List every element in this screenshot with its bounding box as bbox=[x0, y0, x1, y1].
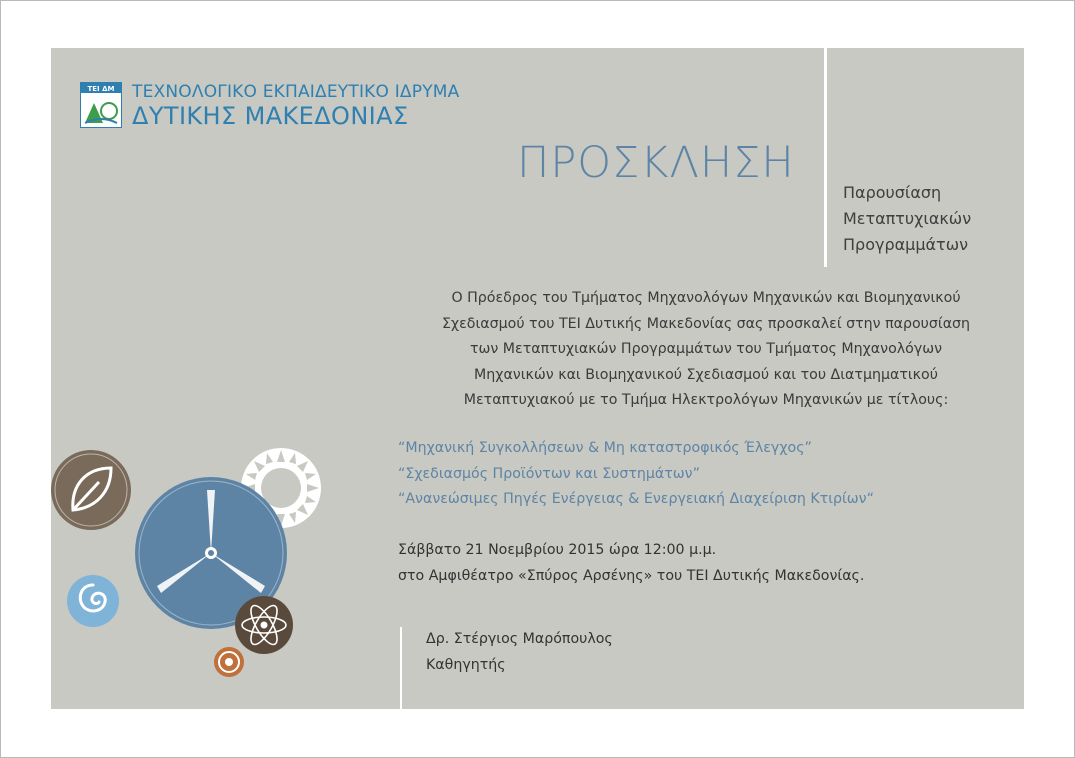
subtitle-line: Μεταπτυχιακών bbox=[843, 209, 972, 228]
signatory-name: Δρ. Στέργιος Μαρόπουλος bbox=[426, 631, 613, 647]
subtitle-line: Προγραμμάτων bbox=[843, 235, 969, 254]
signature-divider bbox=[400, 627, 402, 709]
page-title: ΠΡΟΣΚΛΗΣΗ bbox=[517, 138, 795, 188]
water-swirl-icon bbox=[67, 575, 119, 627]
logo-badge-text: ΤΕΙ ΔΜ bbox=[87, 85, 115, 93]
target-icon bbox=[214, 647, 244, 677]
subtitle-line: Παρουσίαση bbox=[843, 183, 942, 202]
program-title: “Σχεδιασμός Προϊόντων και Συστημάτων” bbox=[398, 465, 700, 482]
signatory-role: Καθηγητής bbox=[426, 657, 506, 673]
vertical-divider bbox=[824, 48, 827, 267]
atom-icon bbox=[235, 596, 293, 654]
event-datetime bbox=[398, 537, 864, 589]
subtitle bbox=[843, 180, 971, 258]
signature-block bbox=[426, 626, 613, 678]
body-line: Μηχανικών και Βιομηχανικού Σχεδιασμού και του Διατμηματικού bbox=[474, 366, 938, 383]
invitation-body bbox=[396, 286, 1016, 414]
body-line: Μεταπτυχιακού με το Τμήμα Ηλεκτρολόγων Μηχανικών με τίτλους: bbox=[463, 392, 949, 408]
logo-line1: ΤΕΧΝΟΛΟΓΙΚΟ ΕΚΠΑΙΔΕΥΤΙΚΟ ΙΔΡΥΜΑ bbox=[132, 82, 460, 102]
program-title: “Ανανεώσιμες Πηγές Ενέργειας & Ενεργειακή Διαχείριση Κτιρίων“ bbox=[398, 491, 874, 507]
event-date: Σάββατο 21 Νοεμβρίου 2015 ώρα 12:00 μ.μ. bbox=[398, 542, 717, 558]
logo-line2: ΔΥΤΙΚΗΣ ΜΑΚΕΔΟΝΙΑΣ bbox=[132, 102, 409, 130]
logo-badge bbox=[80, 82, 122, 128]
body-line: των Μεταπτυχιακών Προγραμμάτων του Τμήματος Μηχανολόγων bbox=[469, 341, 943, 357]
event-venue: στο Αμφιθέατρο «Σπύρος Αρσένης» του ΤΕΙ Δυτικής Μακεδονίας. bbox=[398, 568, 865, 584]
program-title: “Μηχανική Συγκολλήσεων & Μη καταστροφικός Έλεγχος” bbox=[398, 440, 812, 456]
decorative-icons bbox=[51, 440, 341, 700]
body-line: Ο Πρόεδρος του Τμήματος Μηχανολόγων Μηχανικών και Βιομηχανικού bbox=[451, 290, 961, 306]
body-line: Σχεδιασμού του ΤΕΙ Δυτικής Μακεδονίας σας προσκαλεί στην παρουσίαση bbox=[441, 315, 971, 332]
leaf-icon bbox=[51, 450, 131, 530]
program-list bbox=[398, 436, 874, 513]
